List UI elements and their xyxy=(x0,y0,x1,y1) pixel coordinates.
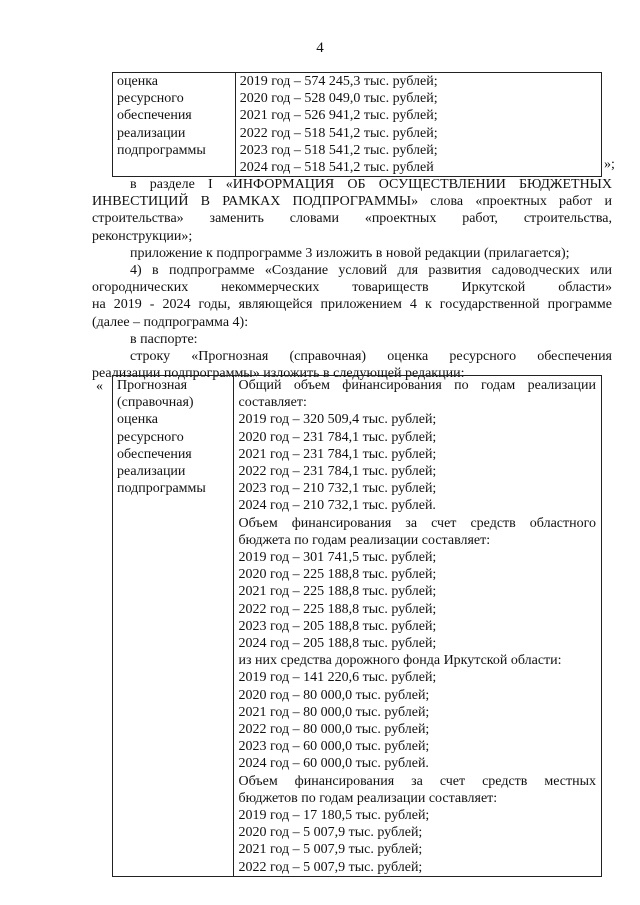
table-line: 2023 год – 518 541,2 тыс. рублей; xyxy=(239,142,438,158)
table-line: 2019 год – 574 245,3 тыс. рублей; xyxy=(239,74,438,89)
paragraph-section-1 xyxy=(92,176,612,245)
paragraph-line: ИНВЕСТИЦИЙ В РАМКАХ ПОДПРОГРАММЫ» слова «проектных работ и xyxy=(92,194,612,210)
table-line: бюджета по годам реализации составляет: xyxy=(238,532,491,548)
table1-left-cell xyxy=(113,73,236,177)
table-line: ресурсного xyxy=(117,429,184,445)
table-line: Объем финансирования за счет средств местных xyxy=(238,773,596,789)
paragraph-line: огороднических некоммерческих товариществ Иркутской области» xyxy=(92,280,612,296)
table-line: реализации xyxy=(117,464,186,480)
table-line: 2021 год – 80 000,0 тыс. рублей; xyxy=(238,704,430,720)
table2-left-cell xyxy=(113,376,234,877)
table-line: 2021 год – 225 188,8 тыс. рублей; xyxy=(238,584,437,600)
paragraph-line: реконструкции»; xyxy=(92,228,193,244)
table-line: 2023 год – 210 732,1 тыс. рублей; xyxy=(238,481,437,497)
paragraph-line: строительства» заменить словами «проектных работ, строительства, xyxy=(92,211,612,227)
table-line: Объем финансирования за счет средств областного xyxy=(238,515,596,531)
table-line: 2020 год – 5 007,9 тыс. рублей; xyxy=(238,825,423,841)
table-line: (справочная) xyxy=(117,395,194,411)
table-line: 2022 год – 80 000,0 тыс. рублей; xyxy=(238,722,430,738)
paragraph-subprogram-4 xyxy=(92,262,612,331)
table-line: 2024 год – 518 541,2 тыс. рублей xyxy=(239,160,434,176)
table-line: из них средства дорожного фонда Иркутской области: xyxy=(238,653,562,669)
table1-close-mark: »; xyxy=(604,157,615,172)
table-line: составляет: xyxy=(238,395,307,411)
table-line: 2021 год – 231 784,1 тыс. рублей; xyxy=(238,446,437,462)
paragraph-passport xyxy=(130,331,612,348)
table-line: 2020 год – 225 188,8 тыс. рублей; xyxy=(238,567,437,583)
paragraph-line: 4) в подпрограмме «Создание условий для развития садоводческих или xyxy=(130,263,612,278)
table-line: 2019 год – 17 180,5 тыс. рублей; xyxy=(238,808,430,824)
paragraph-line: строку «Прогнозная (справочная) оценка ресурсного обеспечения xyxy=(130,349,612,364)
table-line: подпрограммы xyxy=(117,481,206,497)
table-line: 2023 год – 205 188,8 тыс. рублей; xyxy=(238,618,437,634)
paragraph-line: (далее – подпрограмма 4): xyxy=(92,314,249,330)
table-line: 2019 год – 301 741,5 тыс. рублей; xyxy=(238,550,437,566)
paragraph-line: приложение к подпрограмме 3 изложить в новой редакции (прилагается); xyxy=(130,246,570,261)
table-line: ресурсного xyxy=(117,91,184,107)
resource-table-new xyxy=(112,375,602,877)
table-line: Прогнозная xyxy=(117,378,188,393)
table-line: 2021 год – 5 007,9 тыс. рублей; xyxy=(238,842,423,858)
table-line: 2024 год – 60 000,0 тыс. рублей. xyxy=(238,756,429,772)
table-line: 2019 год – 141 220,6 тыс. рублей; xyxy=(238,670,437,686)
table-line: обеспечения xyxy=(117,446,192,462)
table-line: 2021 год – 526 941,2 тыс. рублей; xyxy=(239,108,438,124)
table-line: 2024 год – 205 188,8 тыс. рублей; xyxy=(238,636,437,652)
table-line: 2019 год – 320 509,4 тыс. рублей; xyxy=(238,412,437,428)
paragraph-line: на 2019 - 2024 годы, являющейся приложением 4 к государственной программе xyxy=(92,297,612,313)
table-line: 2020 год – 231 784,1 тыс. рублей; xyxy=(238,429,437,445)
table-line: 2022 год – 225 188,8 тыс. рублей; xyxy=(238,601,437,617)
table-line: бюджетов по годам реализации составляет: xyxy=(238,790,498,806)
table-line: 2022 год – 5 007,9 тыс. рублей; xyxy=(238,859,423,875)
table-line: реализации xyxy=(117,125,186,141)
table-line: 2022 год – 231 784,1 тыс. рублей; xyxy=(238,464,437,480)
table-line: 2024 год – 210 732,1 тыс. рублей. xyxy=(238,498,436,514)
table2-open-mark: « xyxy=(96,379,103,394)
paragraph-line: в разделе I «ИНФОРМАЦИЯ ОБ ОСУЩЕСТВЛЕНИИ БЮДЖЕТНЫХ xyxy=(130,177,612,192)
table1-right-cell xyxy=(235,73,601,177)
resource-table-continued xyxy=(112,72,602,177)
paragraph-line: в паспорте: xyxy=(130,332,198,347)
paragraph-appendix xyxy=(130,245,612,262)
table-line: 2020 год – 80 000,0 тыс. рублей; xyxy=(238,687,430,703)
table-line: обеспечения xyxy=(117,108,192,124)
paragraph-line: реализации подпрограммы» изложить в следующей редакции: xyxy=(92,366,465,382)
table-line: оценка xyxy=(117,74,159,89)
table-line: Общий объем финансирования по годам реализации xyxy=(238,378,596,393)
page-number: 4 xyxy=(316,40,324,56)
table-line: 2023 год – 60 000,0 тыс. рублей; xyxy=(238,739,430,755)
table-line: 2020 год – 528 049,0 тыс. рублей; xyxy=(239,91,438,107)
table-line: оценка xyxy=(117,412,159,428)
table-line: 2022 год – 518 541,2 тыс. рублей; xyxy=(239,125,438,141)
table2-right-cell xyxy=(234,376,602,877)
table-line: подпрограммы xyxy=(117,142,206,158)
